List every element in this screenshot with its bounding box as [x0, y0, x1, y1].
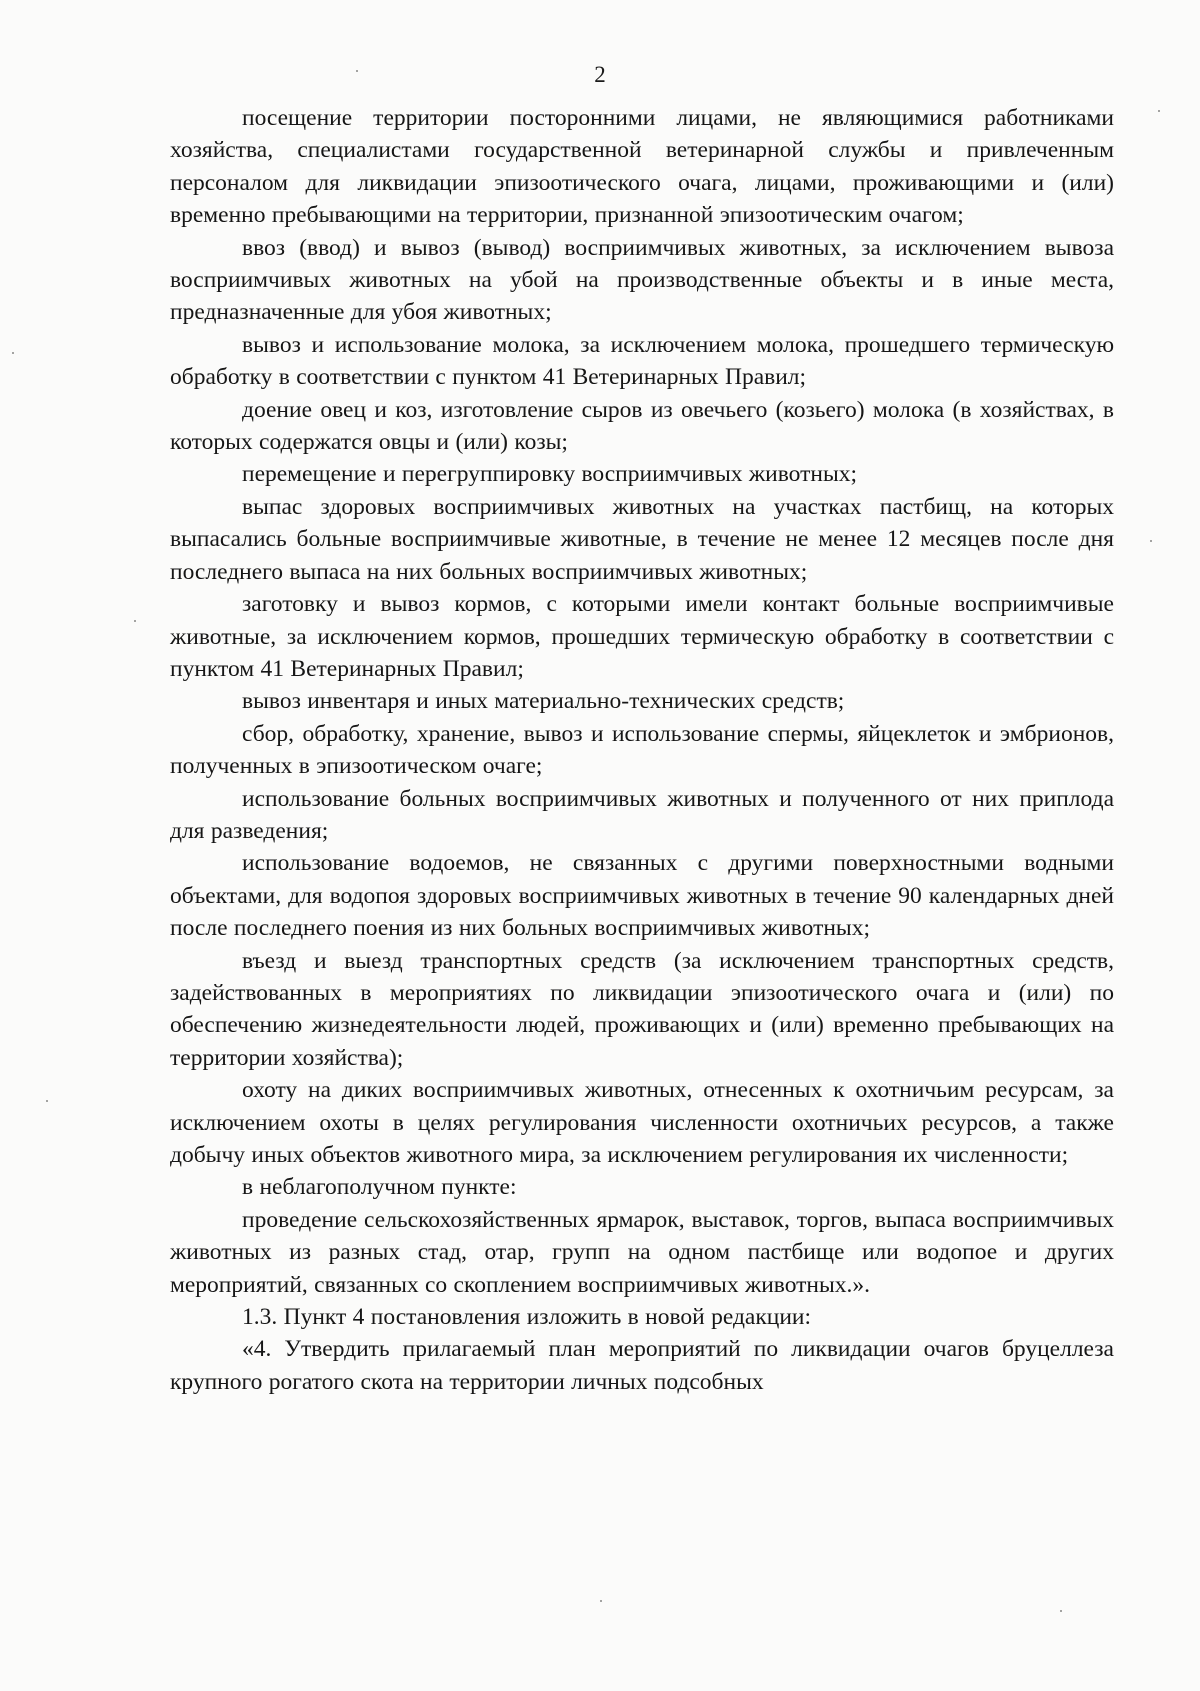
paragraph: въезд и выезд транспортных средств (за исключением транспортных средств, задействованных в мероприятиях по ликвидации эпизоотического очага и (или) по обеспечению жизнедеятельности людей, проживающих и (или) временно пребывающих на территории хозяйства);: [170, 947, 1114, 1071]
scan-speck: [600, 1600, 602, 1602]
scan-speck: [1158, 110, 1160, 112]
paragraph: «4. Утвердить прилагаемый план мероприятий по ликвидации очагов бруцеллеза крупного рогатого скота на территории личных подсобных: [170, 1336, 1114, 1395]
scan-speck: [356, 70, 358, 72]
paragraph: охоту на диких восприимчивых животных, отнесенных к охотничьим ресурсам, за исключением охоты в целях регулирования численности охотничьих ресурсов, а также добычу иных объектов животного мира, за исключением регулирования их численности;: [170, 1077, 1114, 1168]
scan-speck: [12, 352, 14, 354]
scan-speck: [1060, 1610, 1062, 1612]
paragraph: использование водоемов, не связанных с другими поверхностными водными объектами, для водопоя здоровых восприимчивых животных в течение 90 календарных дней после последнего поения из них больных восприимчивых животных;: [170, 850, 1114, 942]
paragraph: проведение сельскохозяйственных ярмарок, выставок, торгов, выпаса восприимчивых животных из разных стад, отар, групп на одном пастбище или водопое и других мероприятий, связанных со скоплением восприимчивых животных.».: [170, 1206, 1114, 1298]
paragraph: вывоз и использование молока, за исключением молока, прошедшего термическую обработку в соответствии с пунктом 41 Ветеринарных Правил;: [170, 331, 1114, 391]
paragraph: выпас здоровых восприимчивых животных на участках пастбищ, на которых выпасались больные восприимчивые животные, в течение не менее 12 месяцев после дня последнего выпаса на них больных восприимчивых животных;: [170, 493, 1114, 585]
paragraph: посещение территории посторонними лицами, не являющимися работниками хозяйства, специалистами государственной ветеринарной службы и привлеченным персоналом для ликвидации эпизоотического очага, лицами, проживающими и (или) временно пребывающими на территории, признанной эпизоотическим очагом;: [170, 105, 1114, 229]
paragraph: сбор, обработку, хранение, вывоз и использование спермы, яйцеклеток и эмбрионов, полученных в эпизоотическом очаге;: [170, 720, 1114, 780]
paragraph: использование больных восприимчивых животных и полученного от них приплода для разведения;: [170, 785, 1114, 844]
page-number: 2: [594, 62, 606, 87]
document-body: [170, 102, 1114, 1398]
scan-speck: [46, 1100, 48, 1102]
paragraph: перемещение и перегруппировку восприимчивых животных;: [242, 461, 858, 488]
scan-speck: [1150, 540, 1152, 542]
paragraph: 1.3. Пункт 4 постановления изложить в новой редакции:: [242, 1304, 812, 1331]
paragraph: ввоз (ввод) и вывоз (вывод) восприимчивых животных, за исключением вывоза восприимчивых животных на убой на производственные объекты и в иные места, предназначенные для убоя животных;: [170, 234, 1114, 326]
paragraph: доение овец и коз, изготовление сыров из овечьего (козьего) молока (в хозяйствах, в которых содержатся овцы и (или) козы;: [170, 396, 1114, 456]
scan-speck: [134, 620, 136, 622]
paragraph: вывоз инвентаря и иных материально-технических средств;: [242, 688, 845, 715]
paragraph: заготовку и вывоз кормов, с которыми имели контакт больные восприимчивые животные, за исключением кормов, прошедших термическую обработку в соответствии с пунктом 41 Ветеринарных Правил;: [170, 591, 1114, 682]
paragraph: в неблагополучном пункте:: [242, 1174, 517, 1201]
